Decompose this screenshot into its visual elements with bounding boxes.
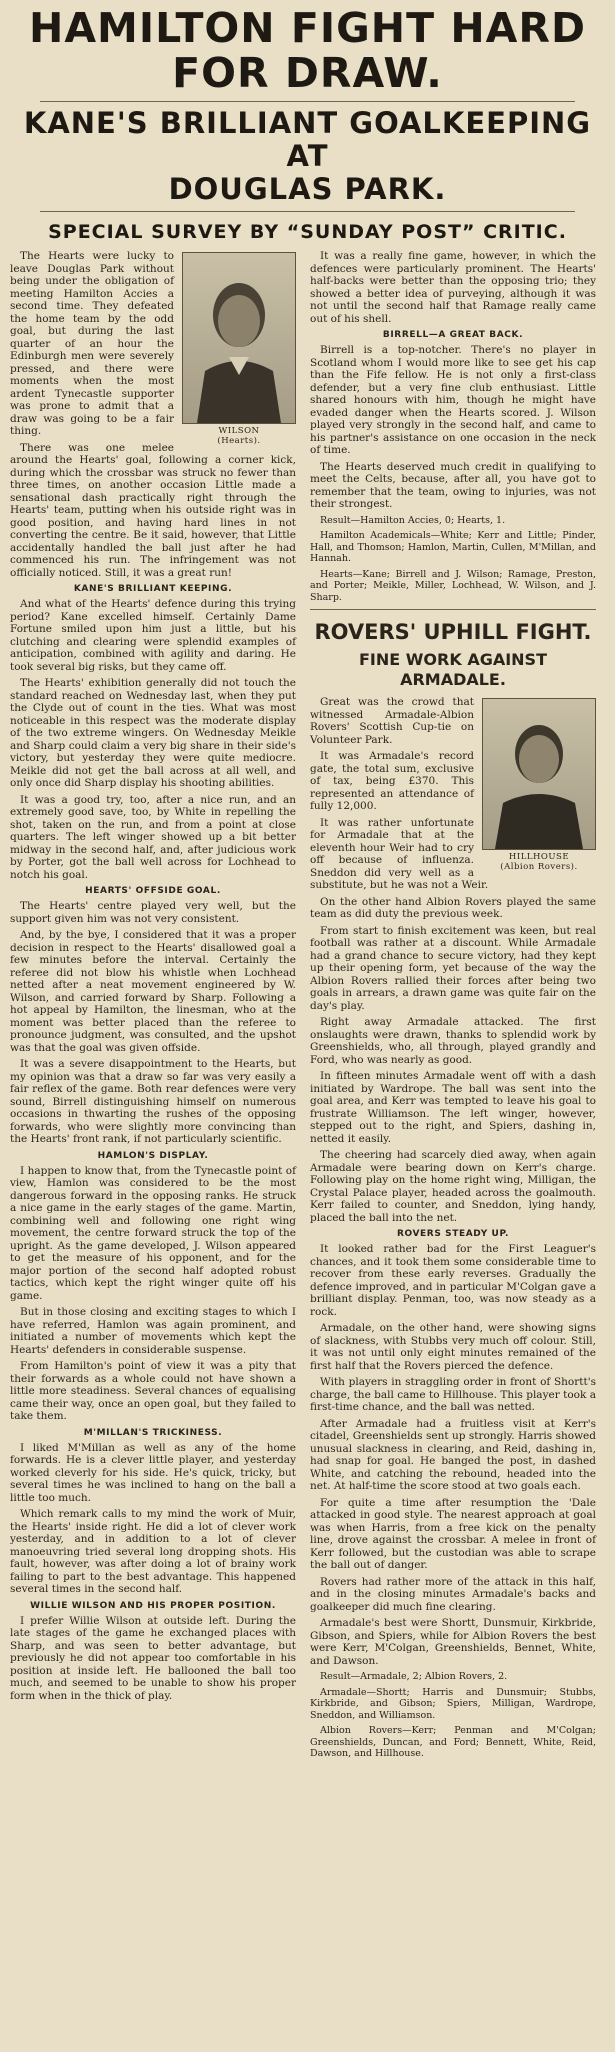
rovers-intro-section bbox=[310, 696, 596, 892]
main-headline bbox=[10, 0, 605, 96]
section-heading: HAMLON'S DISPLAY. bbox=[97, 1150, 209, 1161]
rovers-subheadline bbox=[310, 650, 596, 690]
rovers-subheadline-line-1: FINE WORK AGAINST bbox=[359, 650, 547, 669]
sub-headline bbox=[10, 107, 605, 206]
result-line: Albion Rovers—Kerr; Penman and M'Colgan; Greenshields, Duncan, and Ford; Bennett, White, Reid, Dawson, and Hillhouse. bbox=[310, 1725, 596, 1759]
article-paragraph: Armadale's best were Shortt, Dunsmuir, Kirkbride, Gibson, and Spiers, while for Albion Rovers the best were Kerr, M'Colgan, Greenshields, Bennet, White, and Dawson. bbox=[310, 1617, 596, 1667]
article-paragraph: The Hearts deserved much credit in qualifying to meet the Celts, because, after all, you have got to remember that the team, owing to injuries, was not their strongest. bbox=[310, 460, 596, 510]
article-paragraph: But in those closing and exciting stages to which I have referred, Hamlon was again prominent, and initiated a number of movements which kept the Hearts' defenders in considerable suspense. bbox=[10, 1306, 296, 1356]
result-line: Result—Hamilton Accies, 0; Hearts, 1. bbox=[320, 514, 506, 526]
article-paragraph: It was a really fine game, however, in which the defences were particularly prominent. The Hearts' half-backs were better than the opposing trio; they showed a better idea of purveying, although it was not until the second half that Ramage really came out of his shell. bbox=[310, 250, 596, 325]
left-column bbox=[10, 250, 296, 1764]
article-paragraph: And what of the Hearts' defence during this trying period? Kane excelled himself. Certainly Dame Fortune smiled upon him just a little, but his clutching and clearing were splendid examples of anticipation, combined with agility and daring. He took several big risks, but they came off. bbox=[10, 598, 296, 673]
article-paragraph: With players in straggling order in front of Shortt's charge, the ball came to Hillhouse. This player took a first-time chance, and the ball was netted. bbox=[310, 1376, 596, 1413]
article-paragraph: Rovers had rather more of the attack in this half, and in the closing minutes Armadale's backs and goalkeeper did much fine clearing. bbox=[310, 1575, 596, 1613]
main-headline-line-1: HAMILTON FIGHT HARD bbox=[29, 4, 586, 52]
section-heading: BIRRELL—A GREAT BACK. bbox=[382, 330, 524, 340]
article-paragraph: And, by the bye, I considered that it was a proper decision in respect to the Hearts' disallowed goal a few minutes before the interval. Certainly the referee did not blow his whistle when Lochhead netted after a neat movement engineered by W. Wilson, and carried forward by Sharp. Following a hot appeal by Hamilton, the linesman, who at the moment was better placed than the referee to pronounce judgment, was consulted, and the upshot was that the goal was given offside. bbox=[10, 929, 296, 1054]
hillhouse-caption bbox=[482, 852, 596, 872]
hillhouse-photo bbox=[482, 698, 596, 872]
article-paragraph: After Armadale had a fruitless visit at Kerr's citadel, Greenshields sent up strongly. Harris showed unusual slackness in clearing, and Reid, dashing in, had snap for goal. He banged the post, in dashed White, and catching the rebound, headed into the net. At half-time the score stood at two goals each. bbox=[310, 1417, 596, 1492]
result-line: Hamilton Academicals—White; Kerr and Little; Pinder, Hall, and Thomson; Hamlon, Martin, Cullen, M'Millan, and Hannah. bbox=[310, 530, 596, 564]
article-paragraph: It was a good try, too, after a nice run, and an extremely good save, too, by White in repelling the shot, taken on the run, and from a point at close quarters. The left winger showed up a bit better midway in the second half, and, after judicious work by Porter, got the ball well across for Lochhead to notch his goal. bbox=[10, 793, 296, 881]
main-headline-line-2: FOR DRAW. bbox=[172, 49, 443, 97]
article-paragraph: I liked M'Millan as well as any of the home forwards. He is a clever little player, and yesterday worked cleverly for his side. He's quick, tricky, but several times he was inclined to hang on the ball a little too much. bbox=[10, 1441, 296, 1504]
right-column bbox=[310, 250, 596, 1764]
result-line: Result—Armadale, 2; Albion Rovers, 2. bbox=[320, 1671, 508, 1682]
section-heading: M'MILLAN'S TRICKINESS. bbox=[83, 1427, 223, 1438]
critic-headline: SPECIAL SURVEY BY “SUNDAY POST” CRITIC. bbox=[48, 221, 567, 243]
article-paragraph: Great was the crowd that witnessed Armadale-Albion Rovers' Scottish Cup-tie on Volunteer Park. bbox=[310, 696, 474, 746]
section-divider bbox=[310, 609, 596, 610]
result-line: Hearts—Kane; Birrell and J. Wilson; Ramage, Preston, and Porter; Meikle, Miller, Lochhead, W. Wilson, and J. Sharp. bbox=[310, 568, 596, 603]
article-paragraph: It looked rather bad for the First Leaguer's chances, and it took them some considerable time to recover from these early reverses. Gradually the defence improved, and in particular M'Colgan gave a brilliant display. Penman, too, was now steady as a rock. bbox=[310, 1243, 596, 1318]
rovers-report-section bbox=[310, 896, 596, 1760]
article-paragraph: Birrell is a top-notcher. There's no player in Scotland whom I would more like to see get his cap than the Fife fellow. He is not only a first-class defender, but a very fine club enthusiast. Little shared honours with him, though he might have evaded danger when the Hearts scored. J. Wilson played very strongly in the second half, and came to his partner's assistance on one occasion in the neck of time. bbox=[310, 344, 596, 456]
article-paragraph: It was Armadale's record gate, the total sum, exclusive of tax, being £370. This represented an attendance of fully 12,000. bbox=[310, 750, 474, 812]
rovers-subheadline-line-2: ARMADALE. bbox=[400, 670, 506, 689]
article-paragraph: For quite a time after resumption the 'Dale attacked in good style. The nearest approach at goal was when Harris, from a free kick on the penalty line, drove against the crossbar. A melee in front of Kerr followed, but the custodian was able to scrape the ball out of danger. bbox=[310, 1496, 596, 1571]
article-paragraph: It was a severe disappointment to the Hearts, but my opinion was that a draw so far was very easily a fair reflex of the game. Both rear defences were very sound, Birrell distinguishing himself on numerous occasions in thwarting the rushes of the opposing forwards, who were slightly more convincing than the Hearts' front rank, if not particularly scientific. bbox=[10, 1058, 296, 1145]
article-paragraph: The Hearts' exhibition generally did not touch the standard reached on Wednesday last, when they put the Clyde out of count in the ties. What was most noticeable in this respect was the moderate display of the two extreme wingers. On Wednesday Meikle and Sharp could claim a very big share in their side's victory, but yesterday they were quite mediocre. Meikle did not get the ball across at all well, and only once did Sharp display his shooting abilities. bbox=[10, 677, 296, 789]
article-paragraph: Right away Armadale attacked. The first onslaughts were drawn, thanks to splendid work by Greenshields, who, all through, played grandly and Ford, who was nearly as good. bbox=[310, 1016, 596, 1066]
sub-headline-line-2: DOUGLAS PARK. bbox=[168, 172, 447, 206]
wilson-portrait bbox=[182, 252, 296, 424]
sub-headline-rule bbox=[40, 211, 575, 212]
article-paragraph: It was rather unfortunate for Armadale that at the eleventh hour Weir had to cry off because of influenza. Sneddon did very well as a substitute, but he was not a Weir. bbox=[310, 816, 489, 891]
article-paragraph: The cheering had scarcely died away, when again Armadale were bearing down on Kerr's charge. Following play on the home right wing, Milligan, the Crystal Palace player, headed across the goalmouth. Kerr failed to counter, and Sneddon, lying handy, placed the ball into the net. bbox=[310, 1149, 596, 1224]
player-portrait-icon bbox=[183, 253, 295, 423]
wilson-club: (Hearts). bbox=[217, 436, 261, 446]
right-column-top-section bbox=[310, 250, 596, 603]
article-paragraph: Armadale, on the other hand, were showing signs of slackness, with Stubbs very much off colour. Still, it was not until only eight minutes remained of the first half that the Rovers pierced the defence. bbox=[310, 1322, 596, 1372]
player-portrait-icon bbox=[483, 699, 595, 849]
headline-rule bbox=[40, 101, 575, 102]
article-columns bbox=[10, 250, 605, 1764]
article-paragraph: From start to finish excitement was keen, but real football was rather at a discount. While Armadale had a grand chance to secure victory, had they kept up their opening form, yet because of the way the Albion Rovers rallied their forces after being two goals in arrears, a drawn game was quite fair on the day's play. bbox=[310, 924, 596, 1012]
hillhouse-portrait bbox=[482, 698, 596, 850]
article-paragraph: The Hearts' centre played very well, but the support given him was not very consistent. bbox=[10, 900, 296, 925]
wilson-name: WILSON bbox=[218, 426, 260, 436]
sub-headline-line-1: KANE'S BRILLIANT GOALKEEPING AT bbox=[23, 106, 592, 173]
article-paragraph: I prefer Willie Wilson at outside left. During the late stages of the game he exchanged places with Sharp, and was seen to better advantage, but previously he did not appear too comfortable in his position at inside left. He ballooned the ball too much, and seemed to be unable to show his proper form when in the thick of play. bbox=[10, 1614, 296, 1702]
article-paragraph: The Hearts were lucky to leave Douglas Park without being under the obligation of meeting Hamilton Accies a second time. They defeated the home team by the odd goal, but during the last quarter of an hour the Edinburgh men were severely pressed, and there were moments when the most ardent Tynecastle supporter was prone to admit that a draw was going to be a fair thing. bbox=[10, 250, 174, 437]
article-paragraph: On the other hand Albion Rovers played the same team as did duty the previous week. bbox=[310, 895, 596, 920]
article-paragraph: In fifteen minutes Armadale went off with a dash initiated by Wardrope. The ball was sent into the goal area, and Kerr was tempted to leave his goal to frustrate Williamson. The left winger, however, stepped out to the right, and Spiers, dashing in, netted it easily. bbox=[310, 1070, 596, 1145]
section-heading: ROVERS STEADY UP. bbox=[396, 1229, 510, 1239]
result-line: Armadale—Shortt; Harris and Dunsmuir; Stubbs, Kirkbride, and Gibson; Spiers, Milligan, Wardrope, Sneddon, and Williamson. bbox=[310, 1686, 596, 1721]
section-heading: KANE'S BRILLIANT KEEPING. bbox=[73, 584, 233, 594]
hillhouse-name: HILLHOUSE bbox=[508, 852, 570, 862]
article-paragraph: There was one melee around the Hearts' goal, following a corner kick, during which the crossbar was struck no fewer than three times, on another occasion Little made a sensational dash practically right through the Hearts' team, putting when his outside right was in good position, and having hard lines in not converting the centre. Be it said, however, that Little accidentally handled the ball just after he had commenced his run. The infringement was not officially noticed. Still, it was a great run! bbox=[10, 441, 296, 579]
section-heading: HEARTS' OFFSIDE GOAL. bbox=[85, 886, 221, 896]
wilson-photo bbox=[182, 252, 296, 446]
section-heading: WILLIE WILSON AND HIS PROPER POSITION. bbox=[30, 1600, 276, 1611]
article-paragraph: From Hamilton's point of view it was a pity that their forwards as a whole could not have shown a little more steadiness. Several chances of equalising came their way, once an open goal, but they failed to take them. bbox=[10, 1360, 296, 1422]
hillhouse-club: (Albion Rovers). bbox=[500, 862, 578, 872]
article-paragraph: I happen to know that, from the Tynecastle point of view, Hamlon was considered to be the most dangerous forward in the opposing ranks. He struck a nice game in the early stages of the game. Martin, combining well and following one right wing movement, the centre forward struck the top of the upright. As the game developed, J. Wilson appeared to get the measure of his opponent, and for the major portion of the second half adopted robust tactics, which kept the right winger quite off his game. bbox=[10, 1164, 296, 1302]
article-paragraph: Which remark calls to my mind the work of Muir, the Hearts' inside right. He did a lot of clever work yesterday, and in addition to a lot of clever manoeuvring tried several long dropping shots. His fault, however, was after doing a lot of brainy work failing to part to the best advantage. This happened several times in the second half. bbox=[10, 1508, 296, 1595]
rovers-headline: ROVERS' UPHILL FIGHT. bbox=[314, 620, 592, 644]
wilson-caption bbox=[182, 426, 296, 446]
